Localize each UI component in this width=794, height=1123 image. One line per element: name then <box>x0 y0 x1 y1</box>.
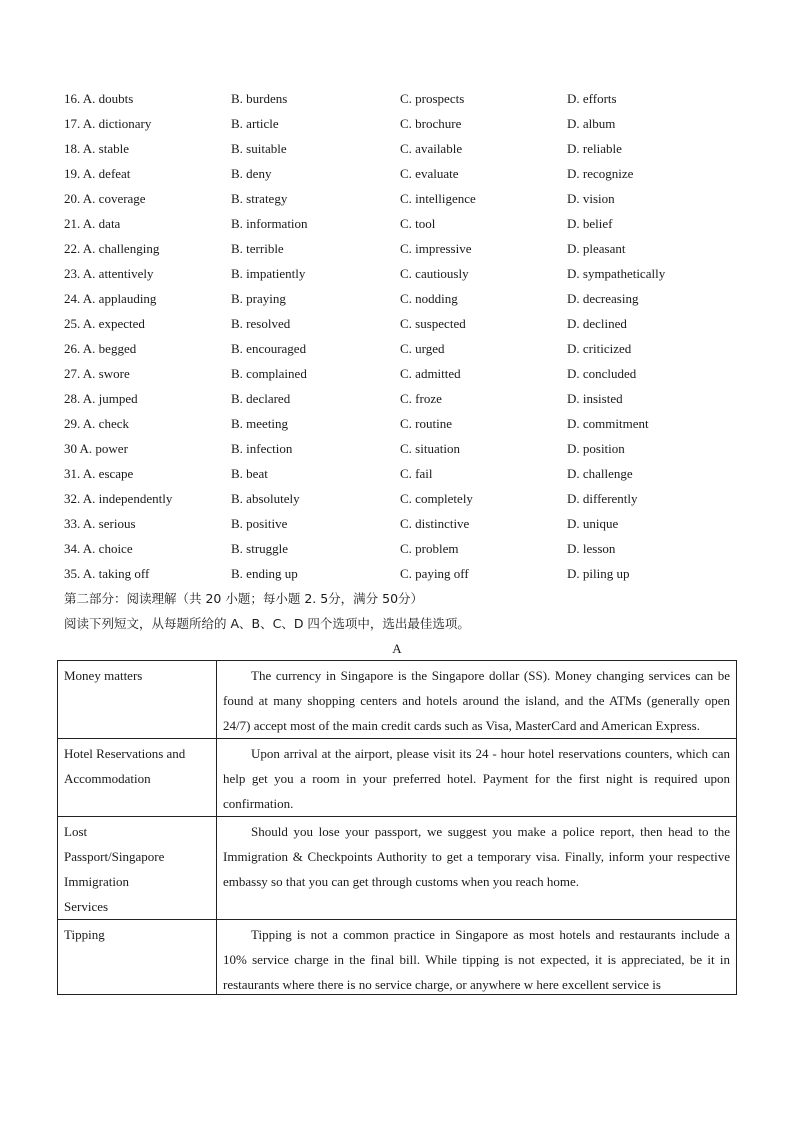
option-a: 31. A. escape <box>64 466 134 481</box>
option-a: 17. A. dictionary <box>64 116 152 131</box>
option-d: D. commitment <box>567 416 649 431</box>
instructions: 阅读下列短文，从每题所给的 A、B、C、D 四个选项中，选出最佳选项。 <box>64 616 470 631</box>
question-row <box>64 189 744 214</box>
option-d: D. unique <box>567 516 619 531</box>
option-c: C. distinctive <box>400 516 470 531</box>
option-c: C. impressive <box>400 241 472 256</box>
option-c: C. paying off <box>400 566 469 581</box>
option-b: B. impatiently <box>231 266 306 281</box>
option-c: C. froze <box>400 391 442 406</box>
option-d: D. sympathetically <box>567 266 666 281</box>
option-d: D. criticized <box>567 341 632 356</box>
option-b: B. absolutely <box>231 491 300 506</box>
option-c: C. problem <box>400 541 459 556</box>
option-d: D. belief <box>567 216 613 231</box>
option-c: C. tool <box>400 216 436 231</box>
option-c: C. urged <box>400 341 445 356</box>
option-b: B. positive <box>231 516 288 531</box>
option-b: B. resolved <box>231 316 291 331</box>
topic-cell: Lost Passport/Singapore Immigration Services <box>58 817 217 920</box>
option-c: C. evaluate <box>400 166 459 181</box>
question-row <box>64 539 744 564</box>
option-d: D. piling up <box>567 566 630 581</box>
question-row <box>64 289 744 314</box>
option-c: C. suspected <box>400 316 466 331</box>
option-a: 19. A. defeat <box>64 166 131 181</box>
option-a: 30 A. power <box>64 441 128 456</box>
option-d: D. position <box>567 441 625 456</box>
option-d: D. declined <box>567 316 627 331</box>
topic-cell <box>58 739 217 817</box>
passage-label: A <box>392 641 402 656</box>
topic-cell: Tipping <box>58 920 217 995</box>
option-a: 35. A. taking off <box>64 566 150 581</box>
option-c: C. admitted <box>400 366 461 381</box>
option-c: C. completely <box>400 491 473 506</box>
table-row <box>58 661 737 739</box>
option-b: B. beat <box>231 466 268 481</box>
option-a: 34. A. choice <box>64 541 133 556</box>
option-a: 20. A. coverage <box>64 191 146 206</box>
option-b: B. information <box>231 216 308 231</box>
option-c: C. prospects <box>400 91 465 106</box>
body-cell: The currency in Singapore is the Singapore dollar (SS). Money changing services can be found at many shopping centers and hotels around the island, and the ATMs (generally open 24/7) accept most of the main credit cards such as Visa, MasterCard and American Express. <box>217 661 737 739</box>
question-row <box>64 214 744 239</box>
option-a: 24. A. applauding <box>64 291 157 306</box>
option-b: B. deny <box>231 166 272 181</box>
question-row <box>64 414 744 439</box>
option-c: C. fail <box>400 466 433 481</box>
option-a: 27. A. swore <box>64 366 130 381</box>
option-d: D. challenge <box>567 466 633 481</box>
table-row <box>58 920 737 995</box>
option-b: B. suitable <box>231 141 287 156</box>
option-c: C. intelligence <box>400 191 476 206</box>
option-a: 18. A. stable <box>64 141 129 156</box>
option-a: 25. A. expected <box>64 316 145 331</box>
option-a: 26. A. begged <box>64 341 137 356</box>
option-d: D. lesson <box>567 541 616 556</box>
option-b: B. struggle <box>231 541 289 556</box>
table-row <box>58 817 737 920</box>
question-row <box>64 339 744 364</box>
body-cell <box>217 920 737 995</box>
option-b: B. terrible <box>231 241 284 256</box>
option-b: B. praying <box>231 291 286 306</box>
option-d: D. recognize <box>567 166 634 181</box>
option-d: D. decreasing <box>567 291 639 306</box>
option-c: C. routine <box>400 416 452 431</box>
question-row <box>64 264 744 289</box>
option-a: 22. A. challenging <box>64 241 160 256</box>
option-c: C. nodding <box>400 291 458 306</box>
question-row <box>64 389 744 414</box>
option-b: B. strategy <box>231 191 288 206</box>
topic-text: Hotel Reservations and Accommodation <box>64 746 186 786</box>
option-b: B. encouraged <box>231 341 307 356</box>
question-row <box>64 439 744 464</box>
topic-cell: Money matters <box>58 661 217 739</box>
option-a: 29. A. check <box>64 416 129 431</box>
option-c: C. cautiously <box>400 266 469 281</box>
body-text: Tipping is not a common practice in Singapore as most hotels and restaurants include a 10% service charge in the final bill. While tipping is not expected, it is appreciated, be it in restaurants where there is no service charge, or anywhere w here excellent service is <box>223 927 730 992</box>
option-d: D. album <box>567 116 616 131</box>
option-b: B. complained <box>231 366 307 381</box>
question-row <box>64 314 744 339</box>
option-c: C. available <box>400 141 463 156</box>
body-cell: Should you lose your passport, we suggest you make a police report, then head to the Immigration & Checkpoints Authority to get a temporary visa. Finally, inform your respective embassy so that you can get through customs when you reach home. <box>217 817 737 920</box>
question-row <box>64 364 744 389</box>
option-a: 21. A. data <box>64 216 121 231</box>
answer-options-list <box>64 89 744 589</box>
option-d: D. concluded <box>567 366 637 381</box>
option-a: 28. A. jumped <box>64 391 138 406</box>
option-d: D. differently <box>567 491 638 506</box>
option-d: D. insisted <box>567 391 623 406</box>
option-a: 23. A. attentively <box>64 266 154 281</box>
question-row <box>64 514 744 539</box>
option-d: D. efforts <box>567 91 617 106</box>
question-row <box>64 464 744 489</box>
option-a: 16. A. doubts <box>64 91 134 106</box>
question-row <box>64 489 744 514</box>
question-row <box>64 114 744 139</box>
option-d: D. reliable <box>567 141 622 156</box>
body-cell: Upon arrival at the airport, please visit its 24 - hour hotel reservations counters, which can help get you a room in your preferred hotel. Payment for the first night is required upon confirmation. <box>217 739 737 817</box>
question-row <box>64 164 744 189</box>
option-b: B. article <box>231 116 279 131</box>
option-b: B. ending up <box>231 566 298 581</box>
question-row <box>64 564 744 589</box>
option-b: B. burdens <box>231 91 288 106</box>
option-b: B. infection <box>231 441 293 456</box>
option-b: B. meeting <box>231 416 289 431</box>
option-c: C. brochure <box>400 116 462 131</box>
option-a: 32. A. independently <box>64 491 173 506</box>
option-d: D. pleasant <box>567 241 626 256</box>
option-a: 33. A. serious <box>64 516 136 531</box>
option-c: C. situation <box>400 441 460 456</box>
table-row <box>58 739 737 817</box>
info-table <box>57 660 737 995</box>
option-d: D. vision <box>567 191 615 206</box>
question-row <box>64 239 744 264</box>
question-row <box>64 89 744 114</box>
section-title: 第二部分：阅读理解（共 20 小题；每小题 2. 5分，满分 50分） <box>64 591 424 606</box>
option-b: B. declared <box>231 391 291 406</box>
question-row <box>64 139 744 164</box>
